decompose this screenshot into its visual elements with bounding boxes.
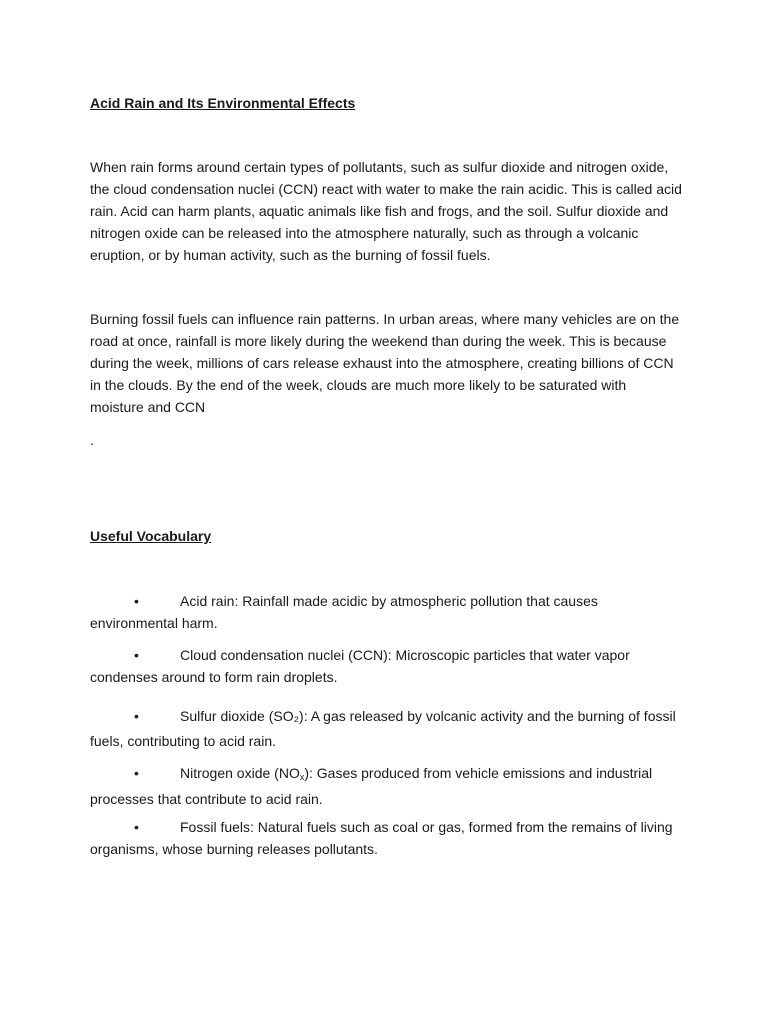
bullet-icon: •: [134, 819, 139, 835]
vocab-item-nitrogen-oxide: [90, 762, 682, 810]
vocab-item-acid-rain: [90, 590, 682, 634]
vocab-item-ccn: [90, 644, 682, 688]
page-title: Acid Rain and Its Environmental Effects: [90, 95, 356, 111]
bullet-icon: •: [134, 593, 139, 609]
bullet-icon: •: [134, 708, 139, 724]
vocab-item-fossil-fuels: [90, 816, 682, 860]
vocab-item-text: Sulfur dioxide (SO₂): A gas released by volcanic activity and the burning of fossil fuels, contributing to acid rain.: [90, 708, 676, 749]
vocab-item-text: Cloud condensation nuclei (CCN): Microscopic particles that water vapor condenses around to form rain droplets.: [90, 647, 630, 685]
bullet-icon: •: [134, 647, 139, 663]
stray-period: .: [90, 432, 94, 448]
vocab-item-text: Acid rain: Rainfall made acidic by atmospheric pollution that causes environmental harm.: [90, 593, 598, 631]
paragraph-acid-rain: When rain forms around certain types of pollutants, such as sulfur dioxide and nitrogen oxide, the cloud condensation nuclei (CCN) react with water to make the rain acidic. This is called acid rain. Acid can harm plants, aquatic animals like fish and frogs, and the soil. Sulfur dioxide and nitrogen oxide can be released into the atmosphere naturally, such as through a volcanic eruption, or by human activity, such as the burning of fossil fuels.: [90, 159, 682, 263]
vocab-item-subscript: x: [299, 772, 305, 782]
vocabulary-heading: Useful Vocabulary: [90, 528, 212, 544]
paragraph-rain-patterns: Burning fossil fuels can influence rain patterns. In urban areas, where many vehicles are on the road at once, rainfall is more likely during the weekend than during the week. This is because during the week, millions of cars release exhaust into the atmosphere, creating billions of CCN in the clouds. By the end of the week, clouds are much more likely to be saturated with moisture and CCN: [90, 311, 680, 415]
vocab-item-text-start: Nitrogen oxide (NO: [180, 765, 300, 781]
vocab-item-sulfur-dioxide: [90, 704, 682, 754]
vocab-item-text-end: ): Gases produced from vehicle emissions and industrial processes that contribute to acid rain.: [90, 765, 653, 807]
vocab-item-text: Fossil fuels: Natural fuels such as coal or gas, formed from the remains of living organisms, whose burning releases pollutants.: [90, 819, 673, 857]
bullet-icon: •: [134, 765, 139, 781]
